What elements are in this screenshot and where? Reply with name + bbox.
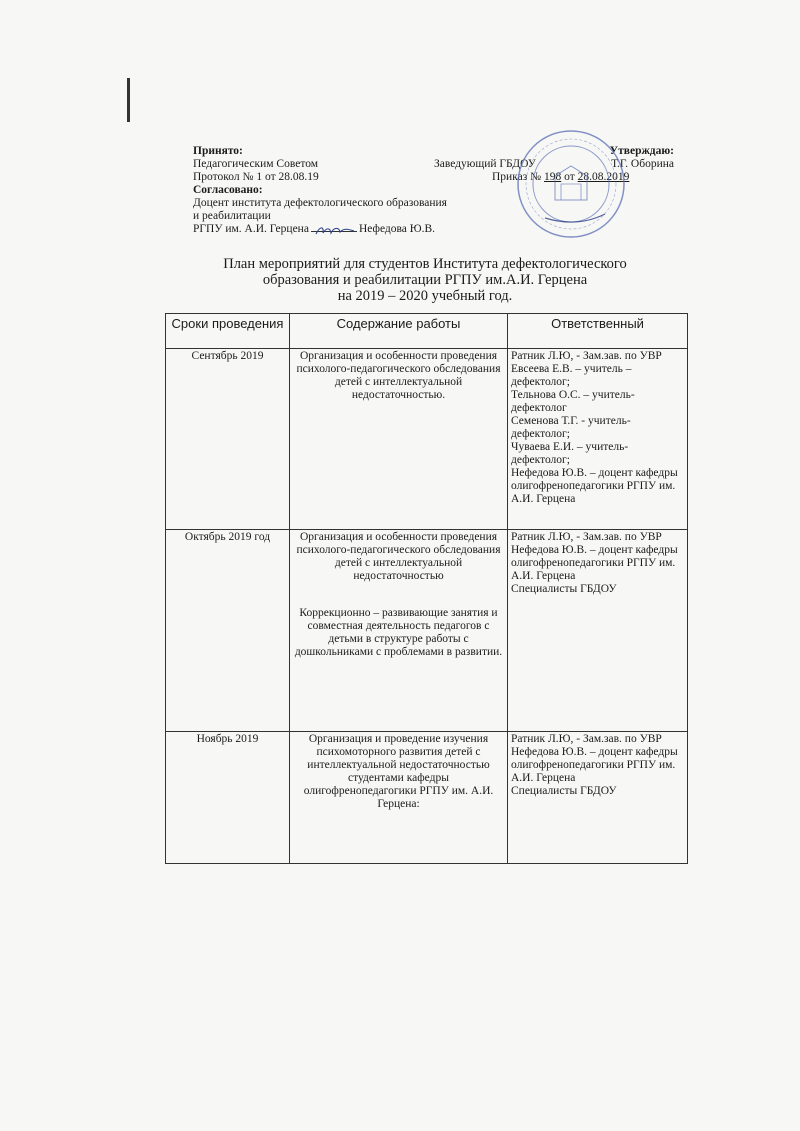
scan-margin-mark [127, 78, 130, 122]
content-paragraph: Организация и особенности проведения психолого-педагогического обследования детей с интеллектуальной недостаточностью. [296, 350, 501, 401]
table-row [166, 530, 688, 732]
title-line-1: План мероприятий для студентов Института дефектологического [223, 256, 627, 272]
agreed-line-1: Доцент института дефектологического образования [193, 197, 447, 209]
row-content [290, 530, 508, 732]
protocol-line: Протокол № 1 от 28.08.19 [193, 171, 319, 183]
responsible-person: Евсеева Е.В. – учитель – дефектолог; [511, 363, 632, 388]
responsible-person: Чуваева Е.И. – учитель-дефектолог; [511, 441, 629, 466]
responsible-person: Нефедова Ю.В. – доцент кафедры олигофренопедагогики РГПУ им. А.И. Герцена [511, 467, 678, 505]
accepted-by: Педагогическим Советом [193, 158, 319, 170]
row-date: Сентябрь 2019 [166, 349, 290, 530]
row-content [290, 349, 508, 530]
title-line-2: образования и реабилитации РГПУ им.А.И. Герцена [262, 272, 588, 288]
signature-mark [314, 224, 356, 238]
responsible-person: Ратник Л.Ю, - Зам.зав. по УВР [511, 350, 662, 362]
row-date: Октябрь 2019 год [166, 530, 290, 732]
row-content [290, 732, 508, 864]
row-date: Ноябрь 2019 [166, 732, 290, 864]
header-dates: Сроки проведения [166, 314, 290, 349]
content-paragraph: Организация и проведение изучения психомоторного развития детей с интеллектуальной недостаточностью студентами кафедры олигофренопедагогики РГПУ им. А.И. Герцена: [303, 733, 494, 810]
document-title [165, 256, 685, 304]
row-responsible [508, 530, 688, 732]
approve-label: Утверждаю: [609, 145, 674, 157]
order-prefix: Приказ № [492, 171, 542, 183]
responsible-person: Ратник Л.Ю, - Зам.зав. по УВР [511, 531, 662, 543]
accepted-label: Принято: [193, 145, 243, 157]
responsible-person: Нефедова Ю.В. – доцент кафедры олигофренопедагогики РГПУ им. А.И. Герцена [511, 544, 678, 582]
order-date: 28.08.2019 [577, 171, 630, 183]
order-from: от [564, 171, 575, 183]
agreed-label: Согласовано: [193, 184, 263, 196]
agreed-line-2: и реабилитации [193, 210, 271, 222]
content-paragraph: Коррекционно – развивающие занятия и совместная деятельность педагогов с детьми в структуре работы с дошкольниками с проблемами в развитии. [294, 607, 503, 658]
responsible-person: Семенова Т.Г. - учитель-дефектолог; [511, 415, 631, 440]
header-responsible: Ответственный [508, 314, 688, 349]
responsible-person: Тельнова О.С. – учитель-дефектолог [511, 389, 635, 414]
agreed-name: Нефедова Ю.В. [358, 223, 435, 235]
title-line-3: на 2019 – 2020 учебный год. [337, 288, 513, 304]
responsible-person: Специалисты ГБДОУ [511, 785, 617, 797]
table-header-row [166, 314, 688, 349]
official-seal-stamp [515, 128, 627, 240]
responsible-person: Ратник Л.Ю, - Зам.зав. по УВР [511, 733, 662, 745]
accepted-agreed-block [193, 145, 447, 236]
head-name: Т.Г. Оборина [611, 158, 674, 170]
table-row [166, 349, 688, 530]
row-responsible [508, 349, 688, 530]
row-responsible [508, 732, 688, 864]
responsible-person: Нефедова Ю.В. – доцент кафедры олигофренопедагогики РГПУ им. А.И. Герцена [511, 746, 678, 784]
order-number: 198 [544, 171, 562, 183]
agreed-university: РГПУ им. А.И. Герцена [193, 223, 309, 235]
head-title: Заведующий ГБДОУ [434, 158, 536, 170]
table-row [166, 732, 688, 864]
events-plan-table [165, 313, 688, 864]
header-content: Содержание работы [290, 314, 508, 349]
content-paragraph: Организация и особенности проведения психолого-педагогического обследования детей с интеллектуальной недостаточностью [296, 531, 501, 582]
responsible-person: Специалисты ГБДОУ [511, 583, 617, 595]
